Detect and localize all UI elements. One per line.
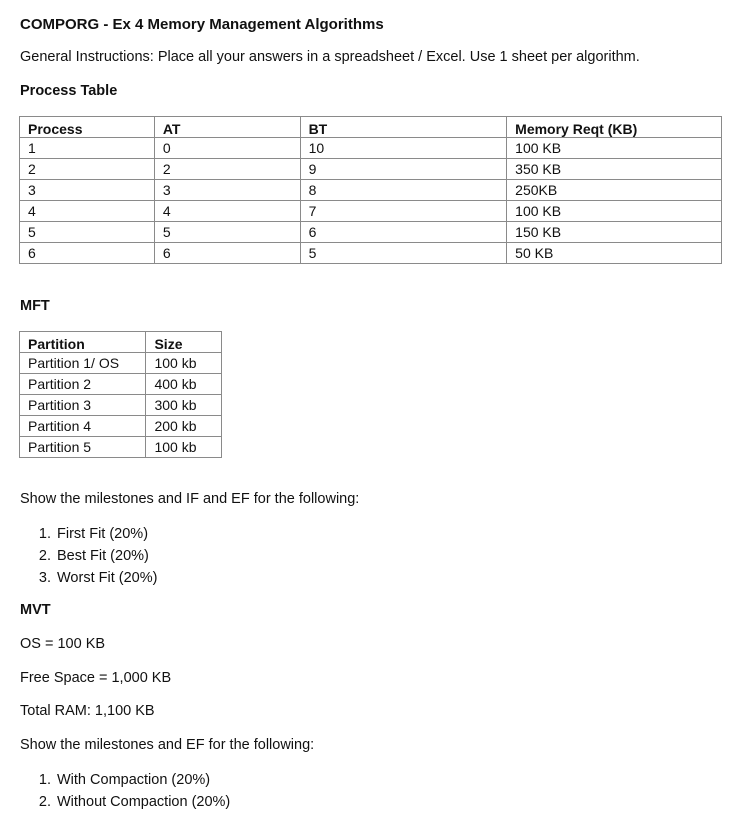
table-cell: 4	[154, 201, 300, 222]
table-cell: 4	[20, 201, 155, 222]
table-cell: 8	[300, 180, 507, 201]
table-cell: 100 kb	[146, 437, 222, 458]
table-cell: 50 KB	[507, 243, 722, 264]
mft-prompt: Show the milestones and IF and EF for the following:	[20, 491, 360, 507]
mft-table	[19, 331, 222, 458]
table-row	[20, 159, 722, 180]
table-cell: 6	[300, 222, 507, 243]
mvt-free-space: Free Space = 1,000 KB	[20, 670, 172, 686]
table-cell: 1	[20, 138, 155, 159]
table-row	[20, 201, 722, 222]
mvt-prompt: Show the milestones and EF for the following:	[20, 737, 315, 753]
table-row	[20, 138, 722, 159]
table-cell: 5	[154, 222, 300, 243]
mft-table-header-row	[20, 332, 222, 353]
list-item: 2. Without Compaction (20%)	[55, 791, 230, 813]
table-cell: 2	[154, 159, 300, 180]
document-title: COMPORG - Ex 4 Memory Management Algorithms	[20, 16, 384, 33]
table-cell: Partition 5	[20, 437, 146, 458]
table-row	[20, 353, 222, 374]
table-cell: Partition 2	[20, 374, 146, 395]
table-row	[20, 395, 222, 416]
table-row	[20, 374, 222, 395]
mft-algorithm-list	[0, 523, 157, 589]
table-cell: Partition 4	[20, 416, 146, 437]
process-table-header-row	[20, 117, 722, 138]
mvt-os: OS = 100 KB	[20, 636, 106, 652]
table-cell: 100 KB	[507, 201, 722, 222]
process-table-heading: Process Table	[20, 83, 118, 99]
table-cell: 100 KB	[507, 138, 722, 159]
list-item: 2. Best Fit (20%)	[55, 545, 157, 567]
mvt-algorithm-list	[0, 769, 230, 813]
table-cell: 3	[154, 180, 300, 201]
header-bt: BT	[300, 117, 507, 138]
mvt-heading: MVT	[20, 602, 51, 618]
mvt-total-ram: Total RAM: 1,100 KB	[20, 703, 155, 719]
table-row	[20, 222, 722, 243]
table-row	[20, 180, 722, 201]
table-cell: 200 kb	[146, 416, 222, 437]
table-cell: 3	[20, 180, 155, 201]
table-cell: Partition 3	[20, 395, 146, 416]
table-cell: 5	[300, 243, 507, 264]
header-at: AT	[154, 117, 300, 138]
table-cell: 6	[20, 243, 155, 264]
table-cell: 0	[154, 138, 300, 159]
table-cell: 7	[300, 201, 507, 222]
table-row	[20, 416, 222, 437]
list-item: 3. Worst Fit (20%)	[55, 567, 157, 589]
list-item: 1. First Fit (20%)	[55, 523, 157, 545]
table-cell: 150 KB	[507, 222, 722, 243]
header-partition: Partition	[20, 332, 146, 353]
table-cell: 2	[20, 159, 155, 180]
table-row	[20, 437, 222, 458]
mft-heading: MFT	[20, 298, 50, 314]
table-cell: 400 kb	[146, 374, 222, 395]
table-cell: 300 kb	[146, 395, 222, 416]
process-table	[19, 116, 722, 264]
table-cell: 250KB	[507, 180, 722, 201]
table-cell: 5	[20, 222, 155, 243]
table-cell: Partition 1/ OS	[20, 353, 146, 374]
table-cell: 6	[154, 243, 300, 264]
table-row	[20, 243, 722, 264]
table-cell: 9	[300, 159, 507, 180]
list-item: 1. With Compaction (20%)	[55, 769, 230, 791]
header-size: Size	[146, 332, 222, 353]
general-instructions: General Instructions: Place all your answers in a spreadsheet / Excel. Use 1 sheet per algorithm.	[20, 49, 640, 65]
table-cell: 350 KB	[507, 159, 722, 180]
table-cell: 100 kb	[146, 353, 222, 374]
table-cell: 10	[300, 138, 507, 159]
header-memory-reqt: Memory Reqt (KB)	[507, 117, 722, 138]
header-process: Process	[20, 117, 155, 138]
